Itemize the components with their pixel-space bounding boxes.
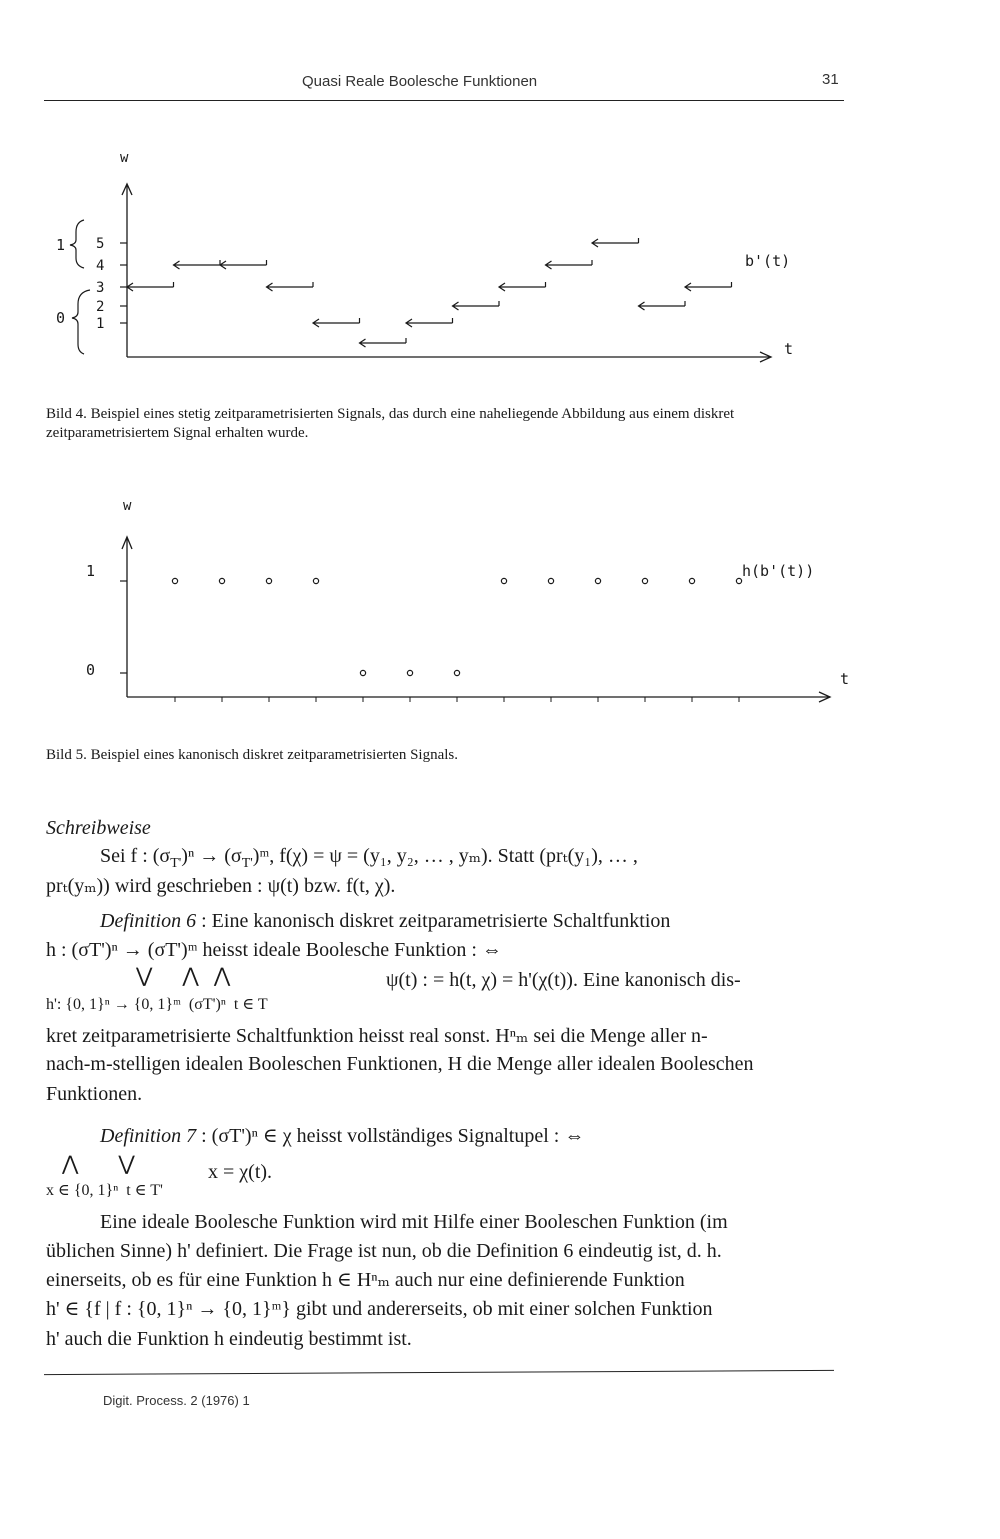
- fig4-step-segment: [453, 301, 500, 310]
- schreibweise-text-d: )ᵐ, f(χ) = ψ = (y₁, y₂, … , yₘ). Statt (prₜ(y₁), … ,: [252, 845, 638, 867]
- fig5-data-point: [454, 670, 459, 675]
- fig4-tick-label-3: 3: [96, 280, 105, 296]
- fig4-step-segment: [499, 282, 546, 291]
- final-paragraph-line-1: Eine ideale Boolesche Funktion wird mit Hilfe einer Booleschen Funktion (im: [100, 1211, 728, 1233]
- fig4-tick-label-1: 1: [96, 316, 105, 332]
- fig5-signal-label: h(b'(t)): [742, 562, 815, 580]
- fig5-data-point: [501, 578, 506, 583]
- fig4-step-segment: [313, 318, 360, 327]
- definition-6-line-6: Funktionen.: [46, 1083, 143, 1105]
- fig5-data-point: [736, 578, 741, 583]
- fig4-brace-1: [70, 220, 84, 268]
- fig4-step-segment: [546, 260, 593, 269]
- fig4-tick-label-5: 5: [96, 236, 105, 252]
- fig4-step-segment: [174, 260, 221, 269]
- definition-6-line-1: [100, 907, 670, 935]
- definition-6-label: Definition 6: [100, 910, 197, 932]
- fig4-tick-label-4: 4: [96, 258, 105, 274]
- fig4-step-segment: [220, 260, 267, 269]
- fig5-data-point: [360, 670, 365, 675]
- sigma-subscript-2: T': [241, 856, 253, 871]
- fig5-data-point: [313, 578, 318, 583]
- fig5-y-axis-label: w: [123, 498, 132, 514]
- fig5-tick-label-0: 0: [86, 661, 96, 679]
- final-paragraph-line-4: h' ∈ {f | f : {0, 1}ⁿ → {0, 1}ᵐ} gibt und andererseits, ob mit einer solchen Funktion: [46, 1298, 713, 1320]
- fig4-tick-label-2: 2: [96, 299, 105, 315]
- fig4-group-label-0: 0: [56, 309, 66, 327]
- final-paragraph-line-2: üblichen Sinne) h' definiert. Die Frage ist nun, ob die Definition 6 eindeutig ist, d. h.: [46, 1240, 722, 1262]
- definition-6-quantifiers: ⋁ ⋀ ⋀: [136, 965, 231, 987]
- fig4-step-segment: [267, 282, 314, 291]
- fig5-data-point: [548, 578, 553, 583]
- fig4-signal-label: b'(t): [745, 252, 791, 270]
- definition-7-subscripts: x ∈ {0, 1}ⁿ t ∈ T': [46, 1182, 163, 1199]
- definition-7-line-1: [100, 1122, 584, 1150]
- schreibweise-line-2: prₜ(yₘ)) wird geschrieben : ψ(t) bzw. f(t, χ).: [46, 875, 396, 897]
- definition-6-subscripts: h': {0, 1}ⁿ → {0, 1}ᵐ (σT')ⁿ t ∈ T: [46, 996, 268, 1013]
- fig4-step-segment: [360, 338, 407, 347]
- figure-4-caption: Bild 4. Beispiel eines stetig zeitparametrisierten Signals, das durch eine naheliegende Abbildung aus einem diskret zeitparametrisiertem Signal erhalten wurde.: [46, 406, 735, 441]
- fig5-data-point: [689, 578, 694, 583]
- definition-7-quantifiers: ⋀ ⋁: [62, 1153, 135, 1175]
- fig5-data-point: [219, 578, 224, 583]
- figure-5-caption: Bild 5. Beispiel eines kanonisch diskret zeitparametrisierten Signals.: [46, 747, 458, 763]
- fig4-x-axis-label: t: [784, 340, 794, 358]
- fig4-step-segment: [406, 318, 453, 327]
- fig5-data-point: [595, 578, 600, 583]
- definition-7-formula: x = χ(t).: [208, 1161, 273, 1183]
- fig4-step-segment: [592, 238, 639, 247]
- header-rule: [44, 100, 844, 101]
- schreibweise-text-c: )ⁿ → (σ: [181, 845, 242, 867]
- fig4-brace-0: [72, 290, 90, 354]
- fig4-group-label-1: 1: [56, 236, 66, 254]
- figure-4-chart: [40, 140, 840, 380]
- page-number: 31: [822, 71, 839, 88]
- definition-6-line-4: kret zeitparametrisierte Schaltfunktion heisst real sonst. Hⁿₘ sei die Menge aller n-: [46, 1025, 708, 1047]
- sigma-subscript-1: T': [170, 856, 182, 871]
- definition-6-line-2: h : (σT')ⁿ → (σT')ᵐ heisst ideale Boolesche Funktion : ⇔: [46, 939, 502, 961]
- footer-citation: Digit. Process. 2 (1976) 1: [103, 1393, 250, 1408]
- fig4-y-axis-label: w: [120, 150, 129, 166]
- fig4-step-segment: [127, 282, 174, 291]
- final-paragraph-line-3: einerseits, ob es für eine Funktion h ∈ Hⁿₘ auch nur eine definierende Funktion: [46, 1269, 685, 1291]
- definition-7-text: : (σT')ⁿ ∈ χ heisst vollständiges Signaltupel : ⇔: [196, 1125, 585, 1147]
- figure-5-chart: [40, 490, 860, 720]
- definition-6-text: : Eine kanonisch diskret zeitparametrisierte Schaltfunktion: [196, 910, 671, 932]
- definition-7-label: Definition 7: [100, 1125, 197, 1147]
- fig5-data-point: [172, 578, 177, 583]
- fig4-step-segment: [685, 282, 732, 291]
- fig5-data-point: [642, 578, 647, 583]
- fig5-data-point: [407, 670, 412, 675]
- footer-rule: [44, 1370, 834, 1375]
- fig4-step-segment: [639, 301, 686, 310]
- fig5-tick-label-1: 1: [86, 562, 96, 580]
- final-paragraph-line-5: h' auch die Funktion h eindeutig bestimmt ist.: [46, 1328, 412, 1350]
- fig5-x-axis-label: t: [840, 670, 850, 688]
- running-title: Quasi Reale Boolesche Funktionen: [302, 73, 538, 90]
- definition-6-line-5: nach-m-stelligen idealen Booleschen Funktionen, H die Menge aller idealen Booleschen: [46, 1053, 754, 1075]
- schreibweise-heading: Schreibweise: [46, 817, 151, 839]
- definition-6-formula: ψ(t) : = h(t, χ) = h'(χ(t)). Eine kanonisch dis-: [386, 969, 741, 991]
- schreibweise-text-a: Sei f : (σ: [100, 845, 171, 867]
- fig5-data-point: [266, 578, 271, 583]
